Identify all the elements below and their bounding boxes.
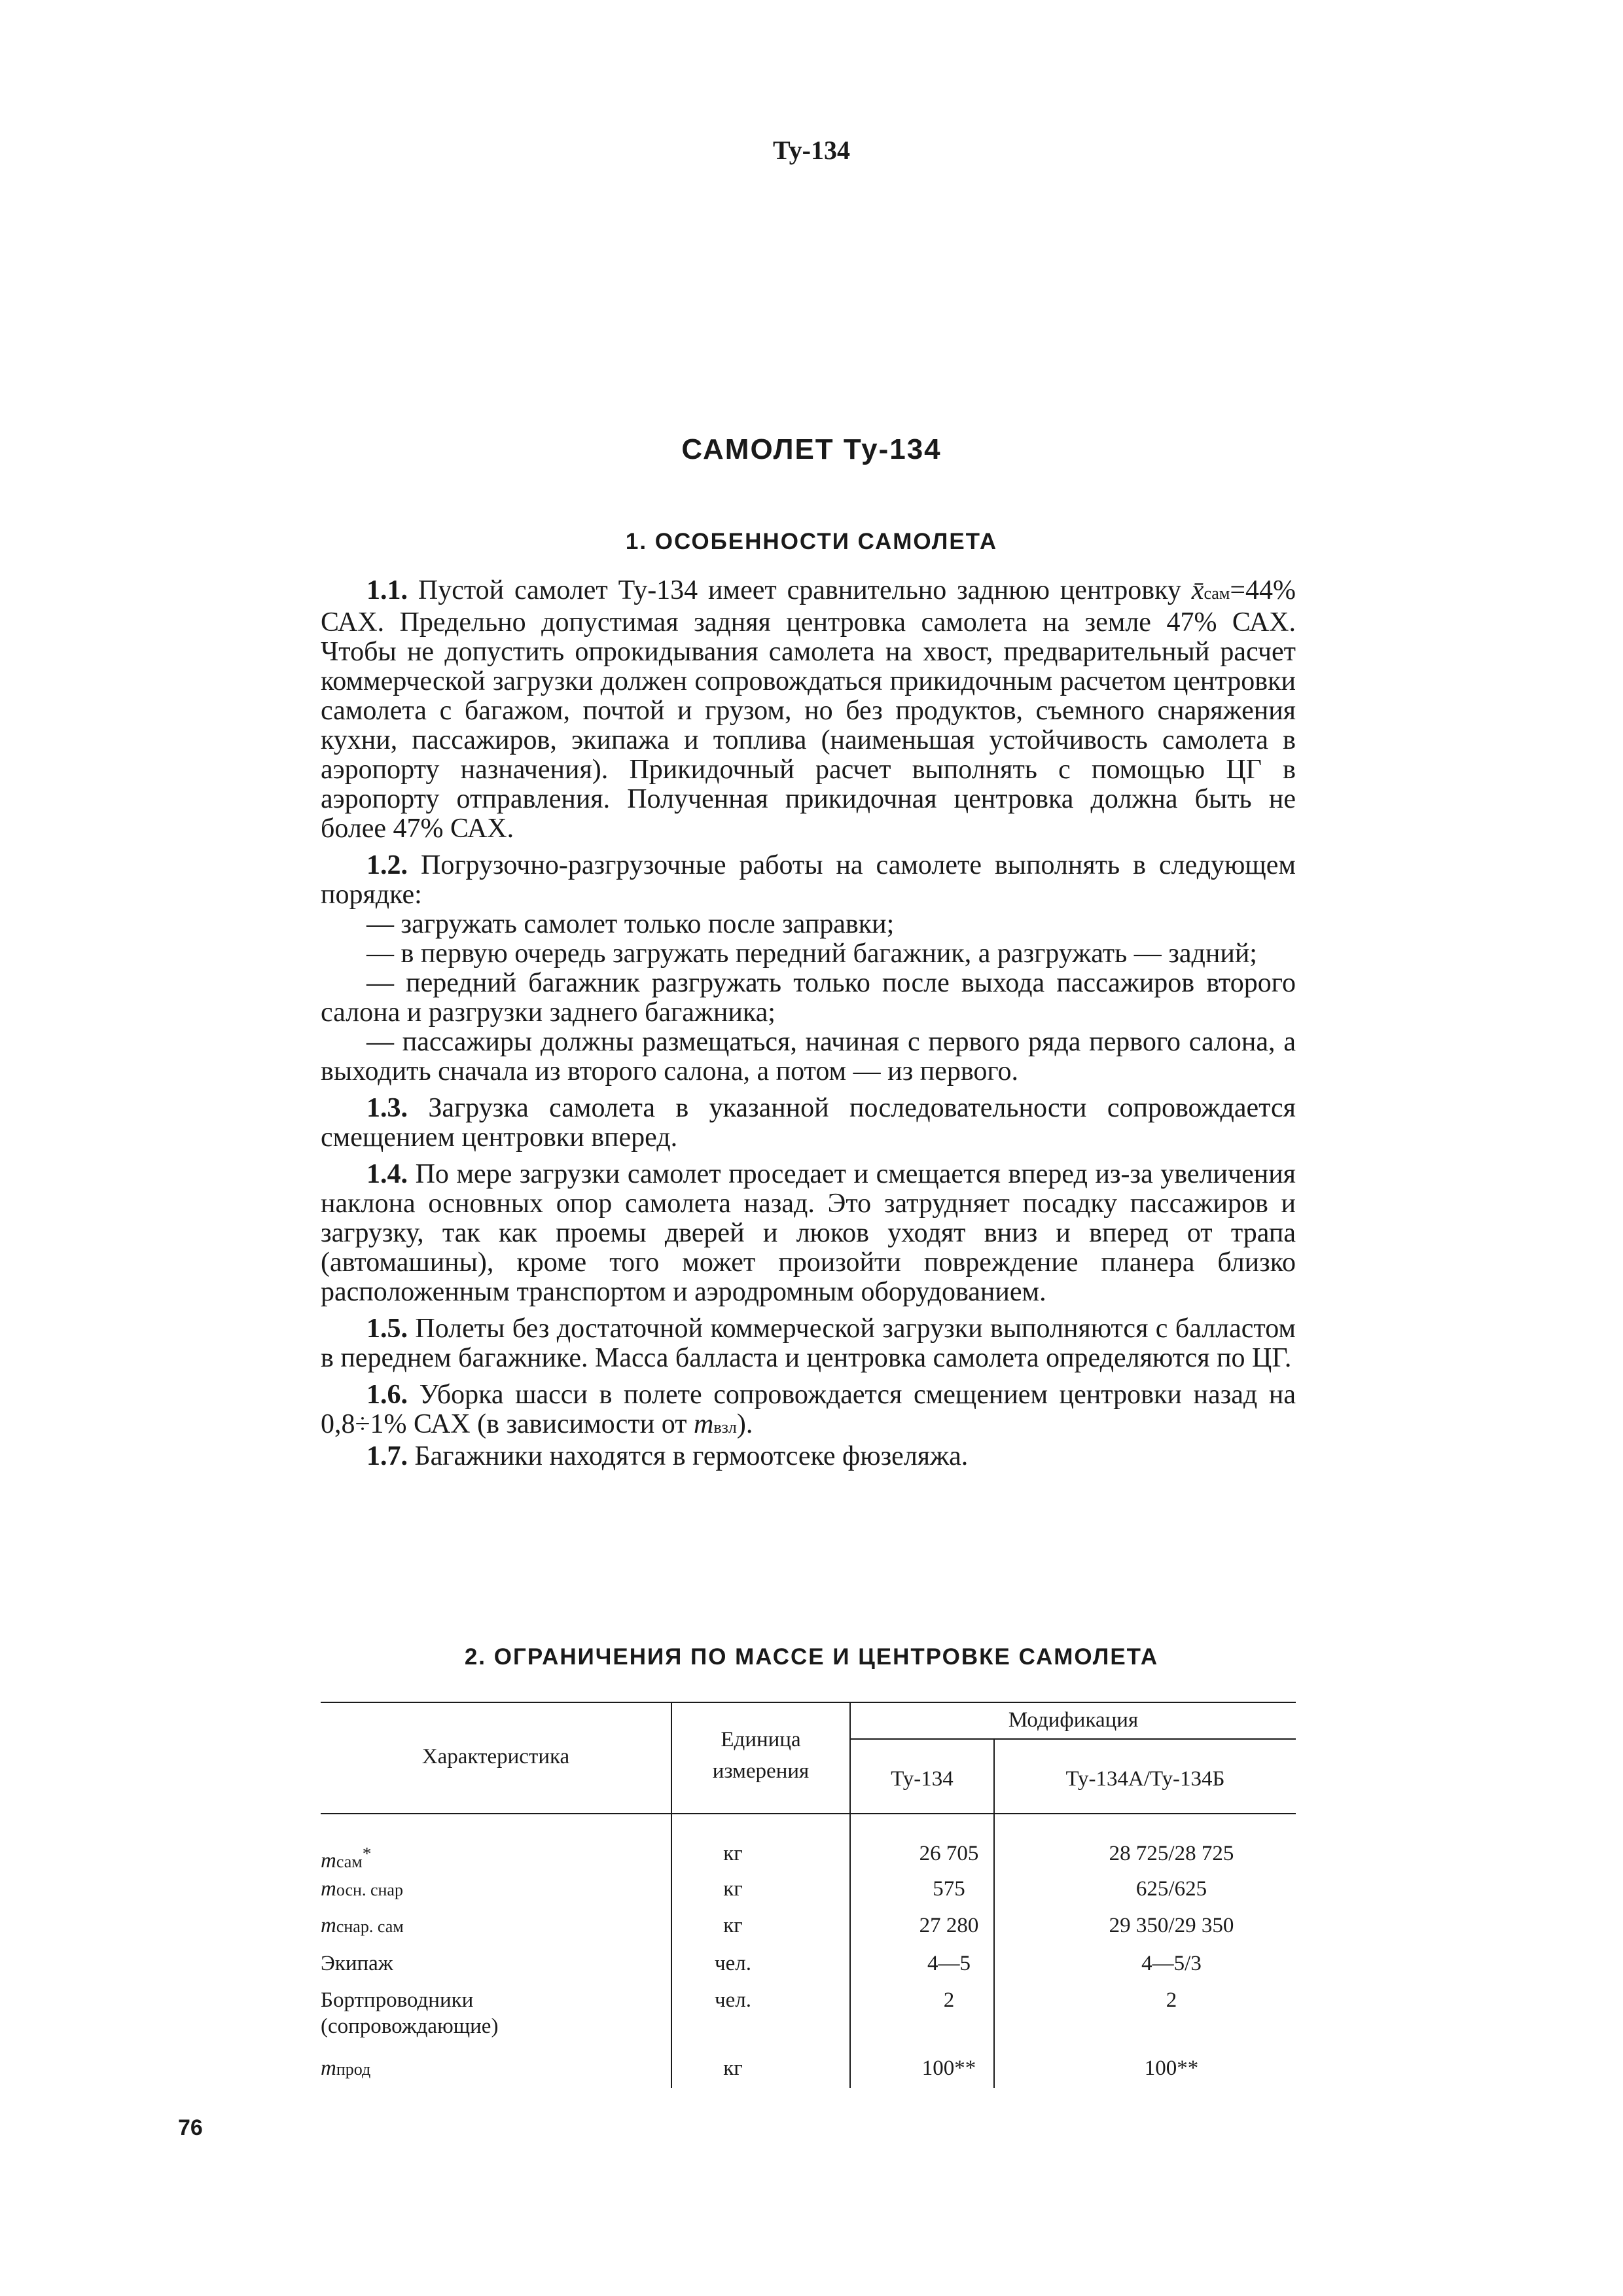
header-model: Ту-134 (891, 1767, 954, 1791)
paragraph-1-5: 1.5. Полеты без достаточной коммерческой загрузки выполняются с балластом в переднем багажнике. Масса балласта и центровка самолета определяются по ЦГ. (321, 1314, 1296, 1373)
page-title: САМОЛЕТ Ту-134 (681, 433, 942, 465)
paragraph-1-7: 1.7. Багажники находятся в гермоотсеке фюзеляжа. (366, 1441, 969, 1471)
header-modification: Модификация (1008, 1708, 1139, 1732)
list-item: — в первую очередь загружать передний багажник, а разгружать — задний; (366, 939, 1257, 969)
column-divider (849, 1702, 851, 2088)
header-unit: измерения (712, 1759, 810, 1783)
paragraph-1-2: 1.2. Погрузочно-разгрузочные работы на самолете выполнять в следующем порядке: (321, 850, 1296, 910)
paragraph-1-6: 1.6. Уборка шасси в полете сопровождается смещением центровки назад на 0,8÷1% САХ (в зависимости от mвзл). (321, 1380, 1296, 1439)
modification-rule (851, 1738, 1296, 1740)
list-item: — передний багажник разгружать только после выхода пассажиров второго салона и разгрузки заднего багажника; (321, 968, 1296, 1028)
header-unit: Единица (721, 1728, 801, 1751)
header-bottom-rule (321, 1813, 1296, 1814)
header-characteristic: Характеристика (421, 1745, 570, 1768)
section-2-heading: 2. ОГРАНИЧЕНИЯ ПО МАССЕ И ЦЕНТРОВКЕ САМОЛЕТА (464, 1644, 1159, 1670)
header-model: Ту-134А/Ту-134Б (1065, 1767, 1225, 1791)
section-1-heading: 1. ОСОБЕННОСТИ САМОЛЕТА (625, 529, 998, 554)
paragraph-1-1: 1.1. Пустой самолет Ту-134 имеет сравнительно заднюю центровку x̄сам=44% САХ. Предельно допустимая задняя центровка самолета на земле 47% САХ. Чтобы не допустить опрокидывания самолета на хвост, предварительный расчет коммерческой загрузки должен сопровождаться прикидочным расчетом центровки самолета с багажом, почтой и грузом, но без продуктов, съемного снаряжения кухни, пассажиров, экипажа и топлива (наименьшая устойчивость самолета в аэропорту назначения). Прикидочный расчет выполнять с помощью ЦГ в аэропорту отправления. Полученная прикидочная центровка должна быть не более 47% САХ. (321, 575, 1296, 844)
page-number: 76 (178, 2115, 203, 2140)
paragraph-1-3: 1.3. Загрузка самолета в указанной последовательности сопровождается смещением центровки вперед. (321, 1093, 1296, 1153)
paragraph-1-4: 1.4. По мере загрузки самолет проседает и смещается вперед из-за увеличения наклона основных опор самолета назад. Это затрудняет посадку пассажиров и загрузку, так как проемы дверей и люков уходят вниз и вперед от трапа (автомашины), кроме того может произойти повреждение планера близко расположенным транспортом и аэродромным оборудованием. (321, 1159, 1296, 1307)
table-top-rule (321, 1702, 1296, 1703)
running-head: Ту-134 (772, 135, 850, 165)
list-item: — пассажиры должны размещаться, начиная с первого ряда первого салона, а выходить сначала из второго салона, а потом — из первого. (321, 1027, 1296, 1086)
section-1-body (321, 576, 1296, 1471)
list-item: — загружать самолет только после заправки; (366, 909, 895, 939)
